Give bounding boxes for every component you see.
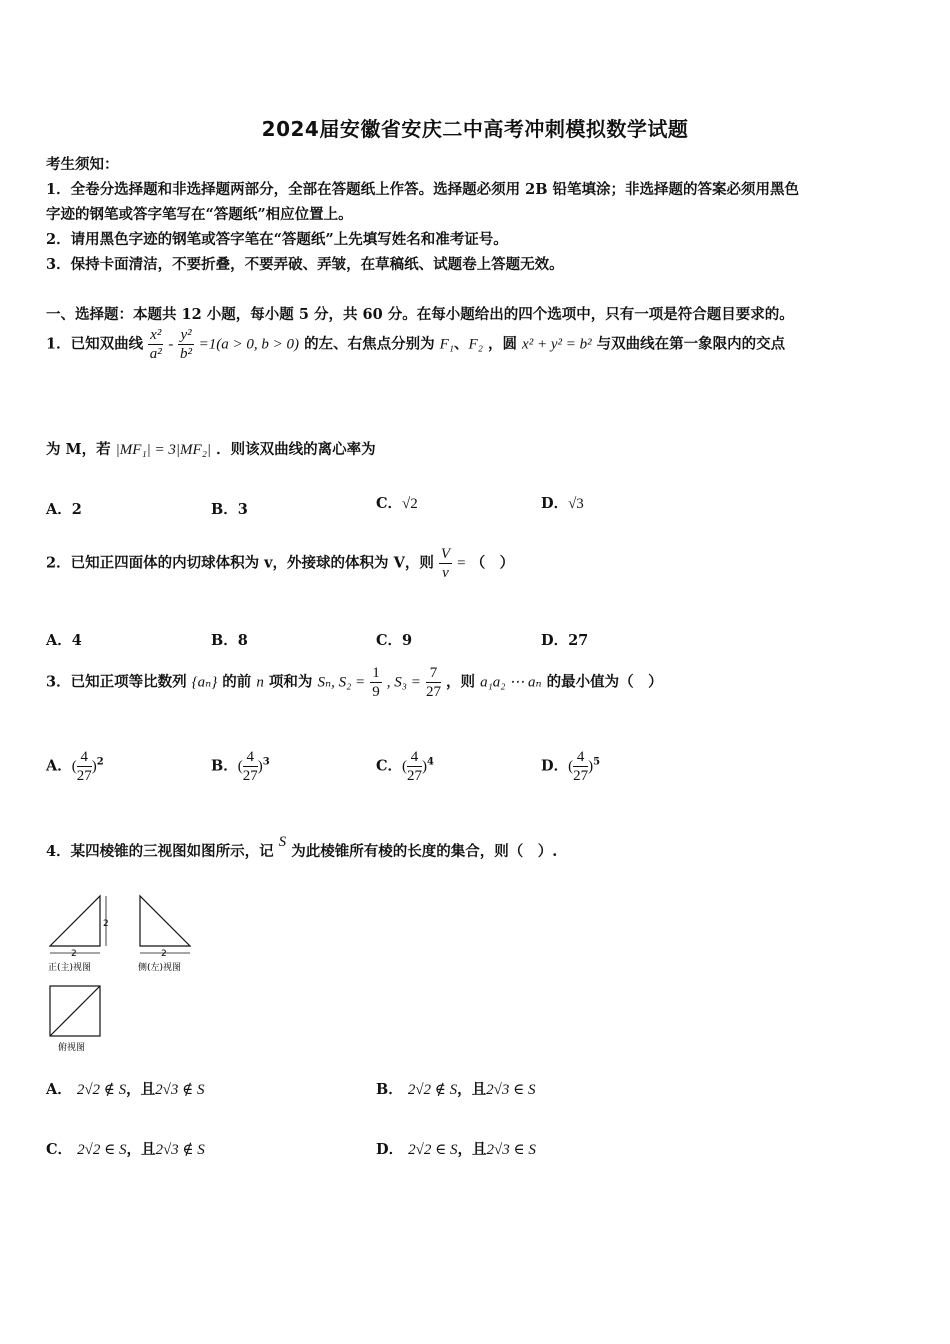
q4-option-c-expr-1: 2√2 ∈ S <box>77 1142 127 1158</box>
q1-text-4: 与双曲线在第一象限内的交点 <box>596 335 786 353</box>
q3-sequence: {aₙ} <box>191 674 218 691</box>
q1-condition: |MF₁| = 3|MF₂| <box>115 442 212 458</box>
three-view-figure <box>44 890 204 1060</box>
q4-option-a[interactable] <box>46 1078 205 1099</box>
q3-option-d-label: D． <box>541 757 569 775</box>
q1-F2: F₂ <box>468 336 483 353</box>
q3-option-d[interactable]: D．( $\frac{4}{27}$ )$^5$ <box>541 749 601 784</box>
notice-item-1b: 字迹的钢笔或答字笔写在“答题纸”相应位置上。 <box>46 206 353 223</box>
q1-fraction-x <box>148 326 163 363</box>
q3-option-b-exp: 3 <box>262 756 270 768</box>
q3-option-d-frac <box>573 748 588 785</box>
q3-option-b-label: B． <box>211 757 238 775</box>
q3-f2n: 7 <box>426 664 441 683</box>
q3-text-5: 的最小值为（ ） <box>546 673 663 691</box>
q2-eq: = <box>457 555 466 572</box>
q1-text-3: ，圆 <box>487 335 517 353</box>
q3-option-c-exp: 4 <box>427 756 435 768</box>
question-1-line-1 <box>46 326 785 363</box>
q3-option-a-den: 27 <box>76 768 92 784</box>
q2-num: V <box>440 546 451 562</box>
page-title: 2024届安徽省安庆二中高考冲刺模拟数学试题 <box>261 117 689 141</box>
question-3 <box>46 664 663 701</box>
q3-f1d: 9 <box>372 684 380 700</box>
q3-option-b[interactable]: B．( $\frac{4}{27}$ )$^3$ <box>211 749 270 784</box>
q2-option-c[interactable] <box>376 629 412 650</box>
q2-option-a-label: A． <box>46 632 72 649</box>
side-view <box>138 896 190 973</box>
q3-fraction-1 <box>370 664 382 701</box>
q4-option-b-label: B． <box>376 1081 403 1098</box>
q4-option-b-and: ，且 <box>457 1081 487 1098</box>
q3-text-2: 的前 <box>222 673 252 691</box>
side-view-caption: 侧(左)视图 <box>138 963 182 973</box>
q3-option-c[interactable]: C．( $\frac{4}{27}$ )$^4$ <box>376 749 435 784</box>
q2-option-b-value: 8 <box>237 632 248 649</box>
q1-option-a-value: 2 <box>71 501 82 518</box>
q2-option-b-label: B． <box>211 632 238 649</box>
q4-option-c-label: C． <box>46 1141 73 1158</box>
q1-option-b-label: B． <box>211 501 238 518</box>
top-view-caption: 俯视图 <box>58 1043 86 1053</box>
q4-option-a-label: A． <box>46 1081 72 1098</box>
q3-f2d: 27 <box>425 684 441 700</box>
q1-text-2: 的左、右焦点分别为 <box>304 335 435 353</box>
q3-option-a-label: A． <box>46 757 72 775</box>
q2-option-d-value: 27 <box>568 632 589 649</box>
q4-option-b-expr-2: 2√3 ∈ S <box>486 1082 536 1098</box>
question-1-line-2 <box>46 438 376 459</box>
q2-text-1: 2．已知正四面体的内切球体积为 v，外接球的体积为 V，则 <box>46 554 434 572</box>
q1-text-6: ．则该双曲线的离心率为 <box>216 441 376 458</box>
q3-option-d-num: 4 <box>573 748 588 767</box>
q4-option-c[interactable] <box>46 1138 205 1159</box>
q3-option-a-frac <box>77 748 92 785</box>
q1-option-d-value: √3 <box>568 496 584 512</box>
q3-option-b-num: 4 <box>243 748 258 767</box>
q2-den: v <box>442 565 449 581</box>
q3-option-d-den: 27 <box>573 768 589 784</box>
q4-option-a-and: ，且 <box>126 1081 156 1098</box>
q3-text-1: 3．已知正项等比数列 <box>46 673 187 691</box>
q3-f1n: 1 <box>372 665 380 681</box>
q4-option-c-and: ，且 <box>126 1141 156 1158</box>
q1-text-1: 1．已知双曲线 <box>46 335 144 353</box>
q1-y2: y² <box>180 327 192 343</box>
question-4 <box>46 834 558 861</box>
q3-option-c-num: 4 <box>407 748 422 767</box>
front-width-label: 2 <box>71 949 77 959</box>
q1-option-b-value: 3 <box>237 501 248 518</box>
front-view-caption: 正(主)视图 <box>48 963 92 973</box>
q4-option-c-expr-2: 2√3 ∉ S <box>155 1142 205 1158</box>
q4-option-d-expr-1: 2√2 ∈ S <box>408 1142 458 1158</box>
q3-text-4: ，则 <box>446 673 475 691</box>
q1-b2: b² <box>180 346 193 362</box>
q2-option-b[interactable] <box>211 629 248 650</box>
notice-item-1a: 1．全卷分选择题和非选择题两部分，全部在答题纸上作答。选择题必须用 2B 铅笔填涂；非选择题的答案必须用黑色 <box>46 181 800 198</box>
q2-option-c-value: 9 <box>402 632 413 649</box>
q2-option-a[interactable] <box>46 629 82 650</box>
q1-F1: F₁ <box>439 336 455 353</box>
q3-n: n <box>256 674 264 691</box>
q4-option-d-label: D． <box>376 1141 404 1158</box>
top-view <box>50 986 100 1053</box>
q4-option-a-expr-1: 2√2 ∉ S <box>76 1082 127 1098</box>
q3-sums-mid: , S₃ = <box>386 674 421 691</box>
q1-option-b[interactable] <box>211 498 248 519</box>
q1-equation-condition: =1(a > 0, b > 0) <box>198 336 300 353</box>
q2-option-d-label: D． <box>541 632 569 649</box>
q3-option-b-den: 27 <box>242 768 258 784</box>
q1-option-a[interactable] <box>46 498 82 519</box>
q4-text-2: 为此棱锥所有棱的长度的集合，则（ ）. <box>291 843 558 860</box>
notice-heading: 考生须知： <box>46 156 119 173</box>
q1-option-c[interactable] <box>376 492 418 513</box>
q1-option-c-label: C． <box>376 495 403 512</box>
q3-sums-pre: Sₙ, S₂ = <box>317 674 366 691</box>
q3-text-3: 项和为 <box>268 673 313 691</box>
q3-option-c-frac <box>407 748 422 785</box>
q1-sep: 、 <box>454 335 469 353</box>
q2-paren: （ ） <box>470 554 515 572</box>
q4-text-1: 4．某四棱锥的三视图如图所示，记 <box>46 843 274 860</box>
q1-text-5: 为 M，若 <box>46 441 111 458</box>
notice-item-3: 3．保持卡面清洁，不要折叠，不要弄破、弄皱，在草稿纸、试题卷上答题无效。 <box>46 256 564 273</box>
q3-option-a-num: 4 <box>77 748 92 767</box>
q3-option-c-label: C． <box>376 757 403 775</box>
q1-minus: - <box>168 336 174 353</box>
q4-option-d[interactable] <box>376 1138 536 1159</box>
q2-option-a-value: 4 <box>71 632 82 649</box>
q2-option-d[interactable] <box>541 629 588 650</box>
notice-item-2: 2．请用黑色字迹的钢笔或答字笔在“答题纸”上先填写姓名和准考证号。 <box>46 231 508 248</box>
section-heading: 一、选择题：本题共 12 小题，每小题 5 分，共 60 分。在每小题给出的四个选项中，只有一项是符合题目要求的。 <box>46 306 794 323</box>
q3-option-a[interactable]: A．( $\frac{4}{27}$ )$^2$ <box>46 749 104 784</box>
q2-fraction <box>439 545 452 582</box>
q1-option-a-label: A． <box>46 501 72 518</box>
side-width-label: 2 <box>161 949 167 959</box>
q3-fraction-2 <box>426 664 441 701</box>
front-view <box>48 896 109 973</box>
q1-option-d-label: D． <box>541 495 569 512</box>
q3-option-c-den: 27 <box>407 768 423 784</box>
q4-option-d-and: ，且 <box>457 1141 487 1158</box>
q3-option-d-exp: 5 <box>593 756 601 768</box>
q3-product: a₁a₂ ⋯ aₙ <box>480 674 542 691</box>
q4-option-d-expr-2: 2√3 ∈ S <box>486 1142 536 1158</box>
q2-option-c-label: C． <box>376 632 403 649</box>
q1-option-d[interactable] <box>541 492 584 513</box>
q4-option-b[interactable] <box>376 1078 536 1099</box>
q1-x2: x² <box>150 327 162 343</box>
q1-a2: a² <box>149 346 162 362</box>
q4-option-a-expr-2: 2√3 ∉ S <box>155 1082 205 1098</box>
q1-circle-equation: x² + y² = b² <box>522 336 592 353</box>
front-height-label: 2 <box>103 919 109 929</box>
q4-option-b-expr-1: 2√2 ∉ S <box>407 1082 458 1098</box>
q1-fraction-y <box>178 326 193 363</box>
q3-option-b-frac <box>243 748 258 785</box>
q1-option-c-value: √2 <box>402 496 418 512</box>
q3-option-a-exp: 2 <box>96 756 104 768</box>
question-2 <box>46 545 514 582</box>
q4-S: S <box>278 834 287 850</box>
